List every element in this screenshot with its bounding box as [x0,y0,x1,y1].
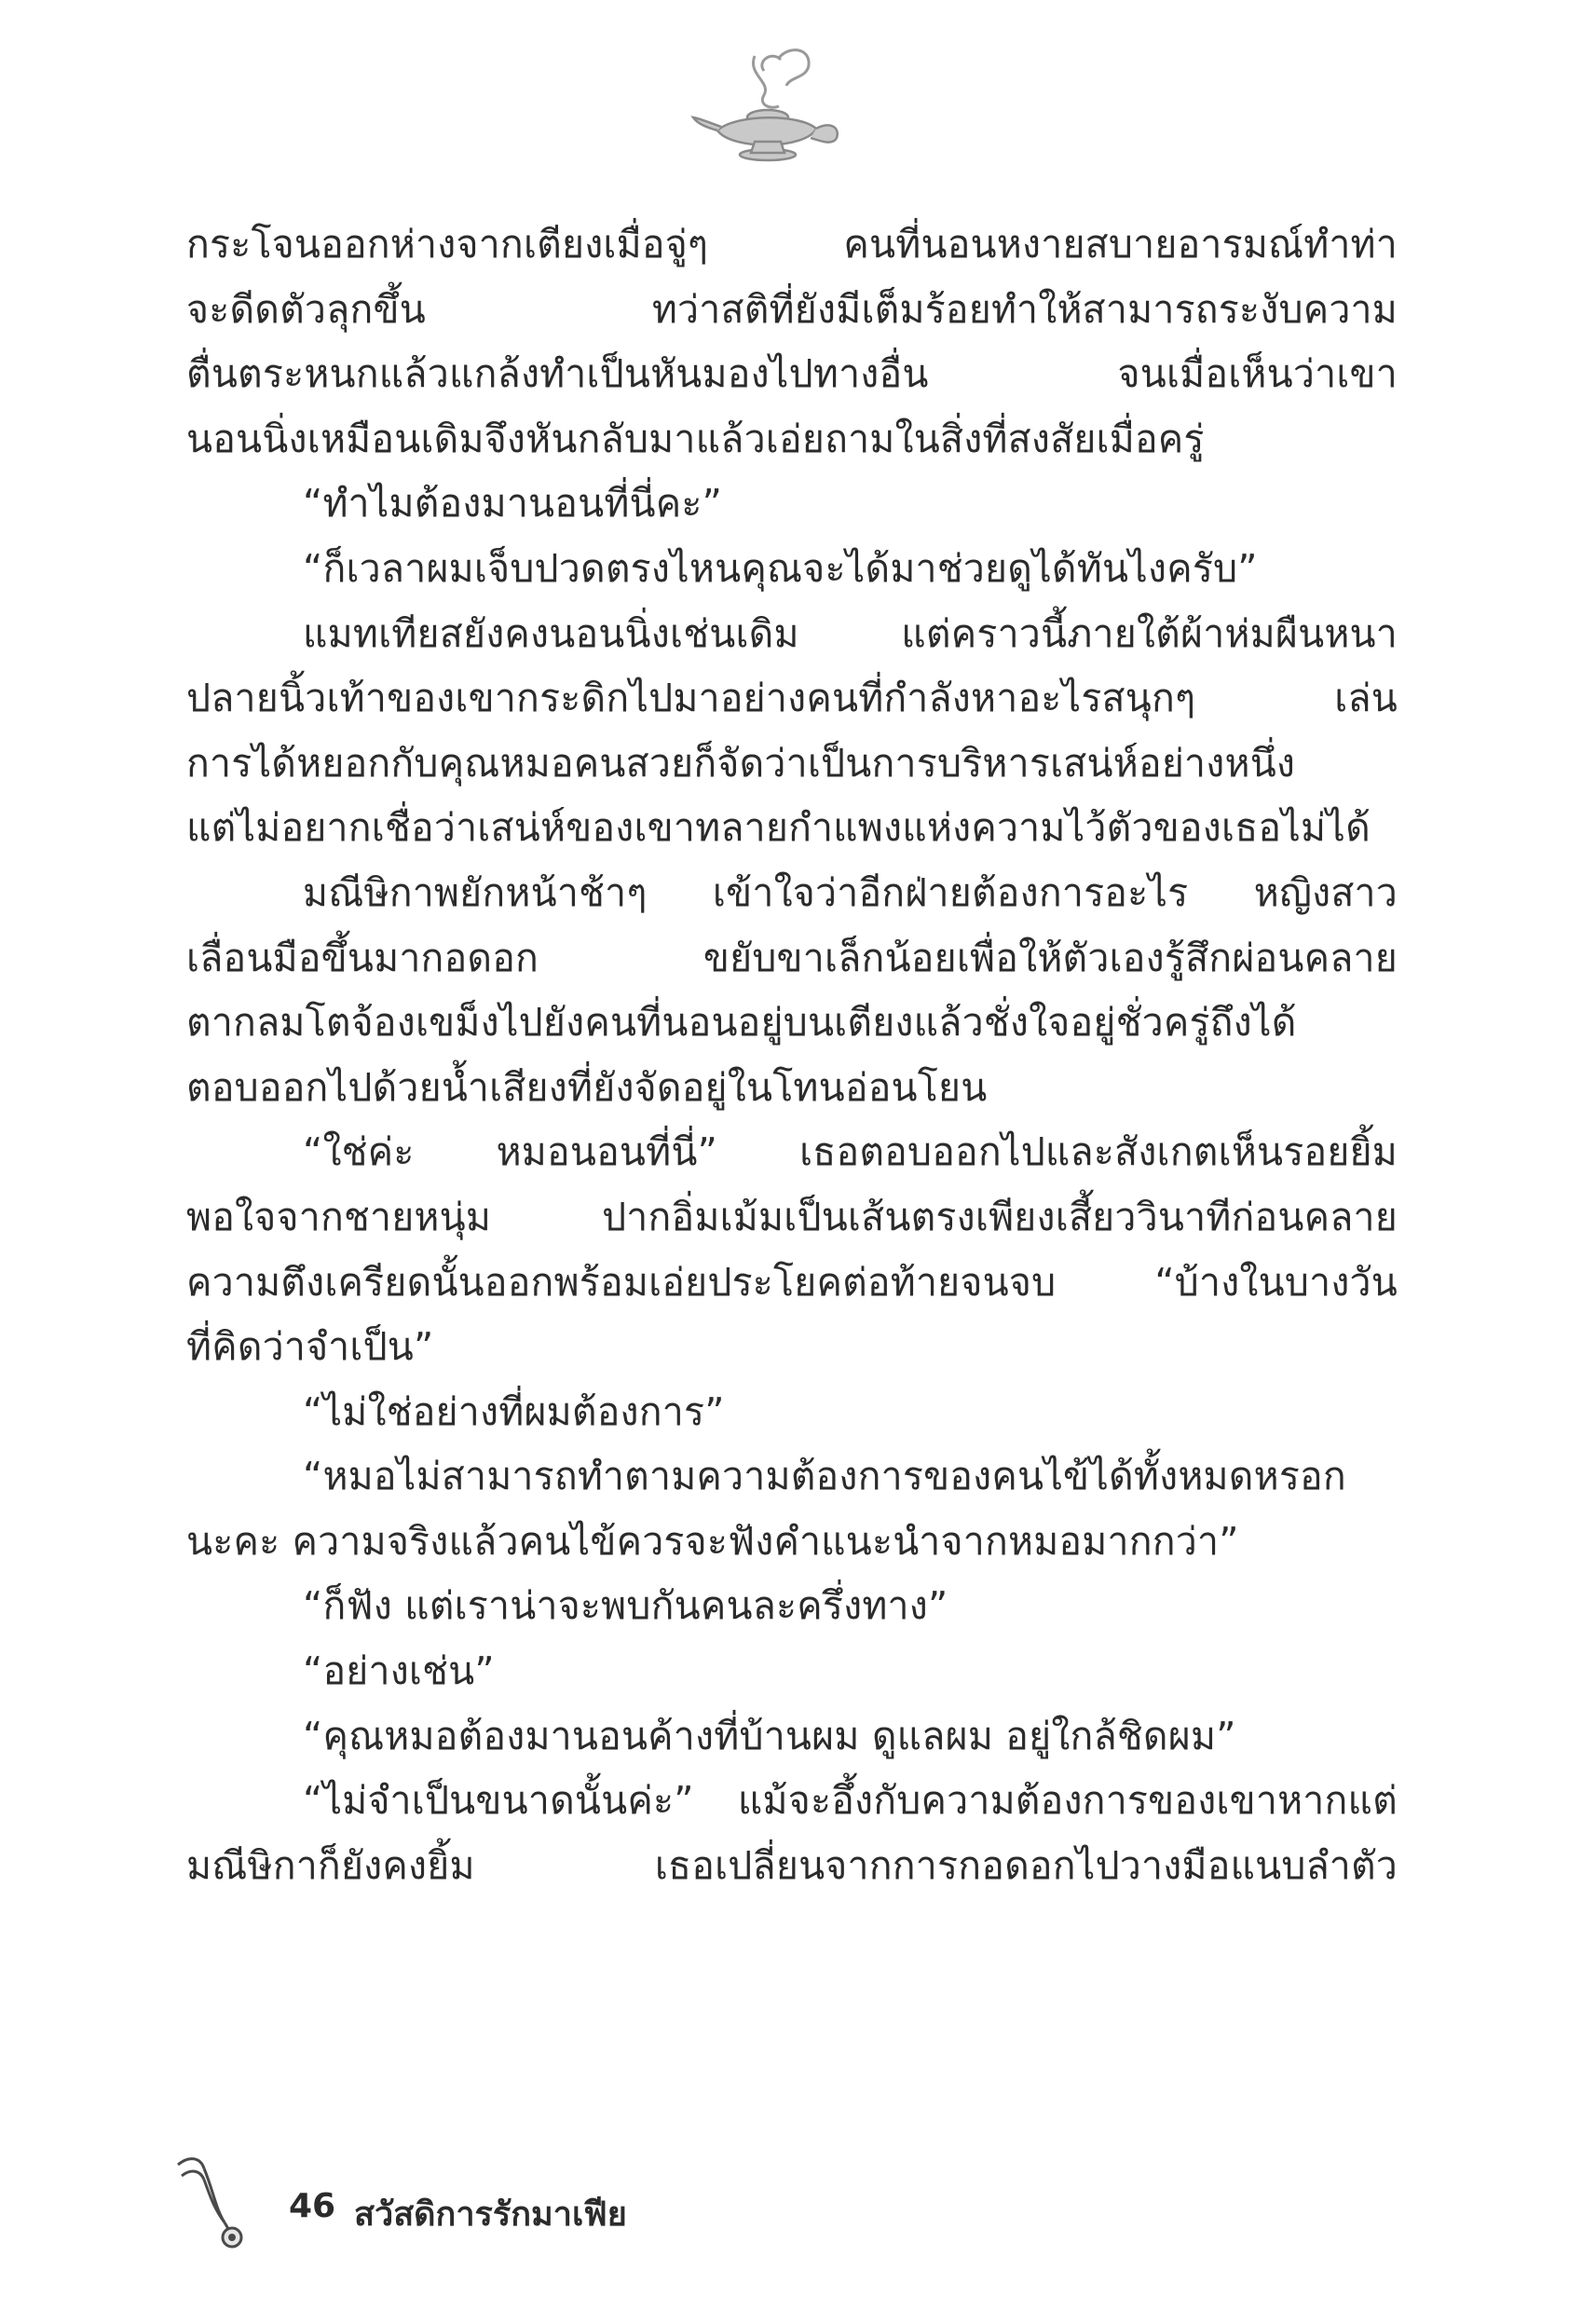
text-line: “หมอไม่สามารถทำตามความต้องการของคนไข้ได้ทั้งหมดหรอก [303,1454,1346,1499]
genie-lamp-icon [689,37,848,168]
text-line: มณีษิกาก็ยังคงยิ้ม เธอเปลี่ยนจากการกอดอกไปวางมือแนบลำตัว [186,1842,1398,1888]
text-line: “ก็เวลาผมเจ็บปวดตรงไหนคุณจะได้มาช่วยดูได้ทันไงครับ” [303,545,1258,591]
text-line: จะดีดตัวลุกขึ้น ทว่าสติที่ยังมีเต็มร้อยทำให้สามารถระงับความ [186,286,1398,332]
text-line: เลื่อนมือขึ้นมากอดอก ขยับขาเล็กน้อยเพื่อให้ตัวเองรู้สึกผ่อนคลาย [186,935,1398,980]
text-line: ตื่นตระหนกแล้วแกล้งทำเป็นหันมองไปทางอื่น จนเมื่อเห็นว่าเขา [186,351,1398,397]
text-line: “คุณหมอต้องมานอนค้างที่บ้านผม ดูแลผม อยู่ใกล้ชิดผม” [303,1713,1236,1758]
body-text [186,212,1398,1898]
text-line: “ทำไมต้องมานอนที่นี่คะ” [303,481,723,526]
stethoscope-icon [172,2148,261,2250]
text-line: “อย่างเช่น” [303,1648,495,1694]
page-footer [172,2148,825,2260]
text-line: แต่ไม่อยากเชื่อว่าเสน่ห์ของเขาทลายกำแพงแห่งความไว้ตัวของเธอไม่ได้ [186,805,1371,851]
text-line: “ใช่ค่ะ หมอนอนที่นี่” เธอตอบออกไปและสังเกตเห็นรอยยิ้ม [303,1129,1398,1175]
text-line: แมทเทียสยังคงนอนนิ่งเช่นเดิม แต่คราวนี้ภายใต้ผ้าห่มผืนหนา [303,610,1398,656]
text-line: การได้หยอกกับคุณหมอคนสวยก็จัดว่าเป็นการบริหารเสน่ห์อย่างหนึ่ง [186,740,1296,786]
text-line: “ก็ฟัง แต่เราน่าจะพบกันคนละครึ่งทาง” [303,1583,948,1629]
text-line: พอใจจากชายหนุ่ม ปากอิ่มเม้มเป็นเส้นตรงเพียงเสี้ยววินาทีก่อนคลาย [186,1194,1398,1239]
text-line: ความตึงเครียดนั้นออกพร้อมเอ่ยประโยคต่อท้ายจนจบ “บ้างในบางวัน [186,1259,1398,1305]
text-line: ตากลมโตจ้องเขม็งไปยังคนที่นอนอยู่บนเตียงแล้วชั่งใจอยู่ชั่วครู่ถึงได้ [186,1000,1297,1046]
text-line: นะคะ ความจริงแล้วคนไข้ควรจะฟังคำแนะนำจากหมอมากกว่า” [186,1518,1239,1564]
text-line: “ไม่ใช่อย่างที่ผมต้องการ” [303,1388,725,1434]
text-line: กระโจนออกห่างจากเตียงเมื่อจู่ๆ คนที่นอนหงายสบายอารมณ์ทำท่า [186,222,1398,267]
text-line: “ไม่จำเป็นขนาดนั้นค่ะ” แม้จะอึ้งกับความต้องการของเขาหากแต่ [303,1778,1398,1824]
text-line: มณีษิกาพยักหน้าช้าๆ เข้าใจว่าอีกฝ่ายต้องการอะไร หญิงสาว [303,869,1398,915]
page-number: 46 [289,2187,336,2225]
book-title: สวัสดิการรักมาเฟีย [354,2195,627,2234]
text-line: ตอบออกไปด้วยน้ำเสียงที่ยังจัดอยู่ในโทนอ่อนโยน [186,1064,988,1110]
text-line: ปลายนิ้วเท้าของเขากระดิกไปมาอย่างคนที่กำลังหาอะไรสนุกๆ เล่น [186,676,1398,721]
text-line: นอนนิ่งเหมือนเดิมจึงหันกลับมาแล้วเอ่ยถามในสิ่งที่สงสัยเมื่อครู่ [186,416,1205,461]
text-line: ที่คิดว่าจำเป็น” [186,1324,434,1370]
